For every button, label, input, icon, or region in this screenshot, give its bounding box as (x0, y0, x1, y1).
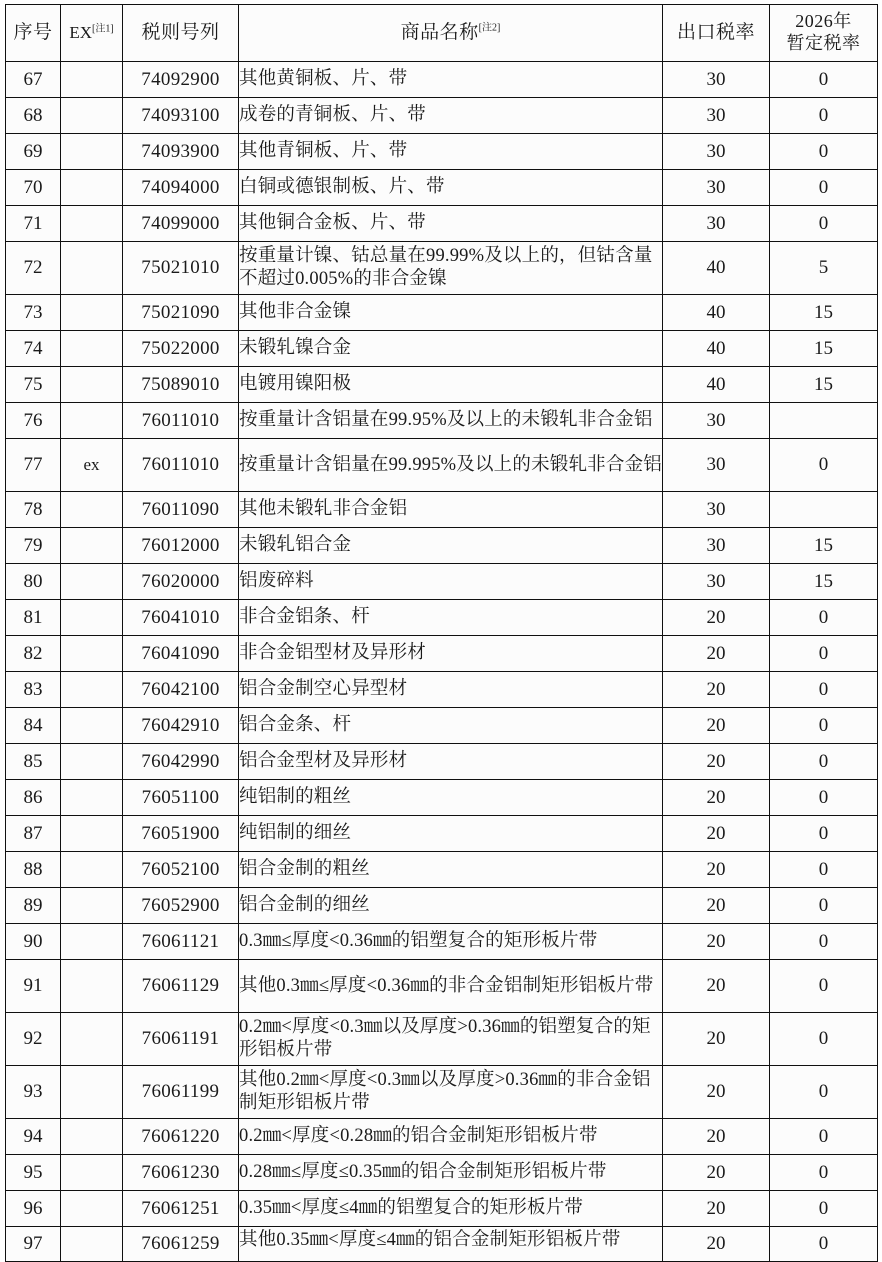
table-row (6, 816, 878, 852)
column-header-commodity-name (239, 5, 663, 62)
cell-sequence-number: 83 (6, 672, 61, 708)
column-header-commodity-name-footnote: [注2] (478, 23, 501, 35)
cell-provisional-rate: 15 (770, 528, 878, 564)
cell-ex-marker (61, 960, 123, 1013)
column-header-commodity-name-label: 商品名称 (400, 22, 479, 44)
cell-ex-marker (61, 1155, 123, 1191)
cell-ex-marker (61, 134, 123, 170)
cell-ex-marker (61, 744, 123, 780)
column-header-export-rate-label: 出口税率 (676, 22, 755, 44)
table-row (6, 1066, 878, 1119)
table-row (6, 367, 878, 403)
column-header-provisional-rate (770, 5, 878, 62)
column-header-tariff-code-label: 税则号列 (141, 22, 220, 44)
cell-export-rate: 30 (663, 439, 770, 492)
table-row (6, 780, 878, 816)
table-row (6, 134, 878, 170)
cell-ex-marker (61, 206, 123, 242)
table-row (6, 242, 878, 295)
cell-provisional-rate: 15 (770, 367, 878, 403)
column-header-provisional-rate-year: 2026年 (795, 11, 852, 32)
cell-provisional-rate: 0 (770, 816, 878, 852)
cell-tariff-code: 75021010 (123, 242, 239, 295)
cell-tariff-code: 76011010 (123, 439, 239, 492)
cell-tariff-code: 76061251 (123, 1191, 239, 1227)
cell-sequence-number: 85 (6, 744, 61, 780)
cell-provisional-rate (770, 403, 878, 439)
cell-tariff-code: 76042100 (123, 672, 239, 708)
cell-sequence-number: 76 (6, 403, 61, 439)
table-row (6, 564, 878, 600)
cell-ex-marker (61, 1013, 123, 1066)
cell-tariff-code: 76061199 (123, 1066, 239, 1119)
cell-export-rate: 40 (663, 295, 770, 331)
cell-tariff-code: 76061129 (123, 960, 239, 1013)
cell-ex-marker (61, 98, 123, 134)
cell-sequence-number: 93 (6, 1066, 61, 1119)
cell-ex-marker (61, 1227, 123, 1262)
cell-commodity-name: 0.3㎜≤厚度<0.36㎜的铝塑复合的矩形板片带 (239, 924, 663, 960)
cell-ex-marker (61, 242, 123, 295)
cell-tariff-code: 74092900 (123, 62, 239, 98)
cell-commodity-name: 电镀用镍阳极 (239, 367, 663, 403)
cell-provisional-rate: 0 (770, 960, 878, 1013)
cell-export-rate: 30 (663, 98, 770, 134)
cell-commodity-name: 未锻轧铝合金 (239, 528, 663, 564)
cell-tariff-code: 76042990 (123, 744, 239, 780)
cell-export-rate: 20 (663, 744, 770, 780)
cell-tariff-code: 75089010 (123, 367, 239, 403)
cell-provisional-rate: 0 (770, 1119, 878, 1155)
table-row (6, 1155, 878, 1191)
cell-commodity-name: 纯铝制的粗丝 (239, 780, 663, 816)
cell-commodity-name: 铝废碎料 (239, 564, 663, 600)
cell-tariff-code: 76061121 (123, 924, 239, 960)
cell-provisional-rate: 15 (770, 564, 878, 600)
cell-export-rate: 30 (663, 492, 770, 528)
cell-commodity-name: 白铜或德银制板、片、带 (239, 170, 663, 206)
cell-sequence-number: 75 (6, 367, 61, 403)
table-row (6, 600, 878, 636)
cell-export-rate: 20 (663, 1155, 770, 1191)
cell-sequence-number: 72 (6, 242, 61, 295)
cell-export-rate: 20 (663, 924, 770, 960)
cell-export-rate: 30 (663, 403, 770, 439)
cell-sequence-number: 89 (6, 888, 61, 924)
cell-ex-marker (61, 492, 123, 528)
cell-ex-marker (61, 888, 123, 924)
cell-sequence-number: 90 (6, 924, 61, 960)
cell-provisional-rate: 0 (770, 62, 878, 98)
cell-sequence-number: 74 (6, 331, 61, 367)
cell-tariff-code: 74094000 (123, 170, 239, 206)
cell-ex-marker (61, 636, 123, 672)
cell-export-rate: 20 (663, 708, 770, 744)
column-header-ex (61, 5, 123, 62)
cell-provisional-rate: 0 (770, 888, 878, 924)
cell-sequence-number: 97 (6, 1227, 61, 1262)
cell-commodity-name: 其他0.2㎜<厚度<0.3㎜以及厚度>0.36㎜的非合金铝制矩形铝板片带 (239, 1066, 663, 1119)
table-row (6, 672, 878, 708)
cell-sequence-number: 80 (6, 564, 61, 600)
cell-tariff-code: 76051100 (123, 780, 239, 816)
cell-tariff-code: 76061191 (123, 1013, 239, 1066)
table-row (6, 295, 878, 331)
cell-tariff-code: 74099000 (123, 206, 239, 242)
cell-provisional-rate: 5 (770, 242, 878, 295)
cell-sequence-number: 95 (6, 1155, 61, 1191)
table-row (6, 1013, 878, 1066)
cell-sequence-number: 86 (6, 780, 61, 816)
table-row (6, 439, 878, 492)
cell-sequence-number: 84 (6, 708, 61, 744)
cell-tariff-code: 76061259 (123, 1227, 239, 1262)
cell-export-rate: 20 (663, 780, 770, 816)
cell-sequence-number: 96 (6, 1191, 61, 1227)
cell-sequence-number: 81 (6, 600, 61, 636)
cell-commodity-name: 铝合金条、杆 (239, 708, 663, 744)
cell-sequence-number: 79 (6, 528, 61, 564)
cell-export-rate: 30 (663, 62, 770, 98)
cell-export-rate: 20 (663, 888, 770, 924)
cell-commodity-name: 0.2㎜<厚度<0.3㎜以及厚度>0.36㎜的铝塑复合的矩形铝板片带 (239, 1013, 663, 1066)
table-row (6, 492, 878, 528)
table-row (6, 528, 878, 564)
cell-commodity-name: 非合金铝型材及异形材 (239, 636, 663, 672)
cell-tariff-code: 76052900 (123, 888, 239, 924)
cell-export-rate: 20 (663, 816, 770, 852)
cell-commodity-name: 0.28㎜≤厚度≤0.35㎜的铝合金制矩形铝板片带 (239, 1155, 663, 1191)
cell-provisional-rate: 0 (770, 924, 878, 960)
cell-tariff-code: 76012000 (123, 528, 239, 564)
table-row (6, 960, 878, 1013)
cell-provisional-rate: 0 (770, 1066, 878, 1119)
cell-commodity-name: 其他黄铜板、片、带 (239, 62, 663, 98)
table-row (6, 62, 878, 98)
cell-provisional-rate: 0 (770, 170, 878, 206)
cell-export-rate: 30 (663, 206, 770, 242)
cell-commodity-name: 按重量计含铝量在99.995%及以上的未锻轧非合金铝 (239, 439, 663, 492)
cell-sequence-number: 78 (6, 492, 61, 528)
cell-sequence-number: 88 (6, 852, 61, 888)
cell-sequence-number: 68 (6, 98, 61, 134)
cell-commodity-name: 未锻轧镍合金 (239, 331, 663, 367)
cell-provisional-rate: 0 (770, 1155, 878, 1191)
cell-provisional-rate (770, 492, 878, 528)
cell-ex-marker (61, 62, 123, 98)
cell-tariff-code: 76042910 (123, 708, 239, 744)
table-row (6, 1119, 878, 1155)
cell-provisional-rate: 0 (770, 600, 878, 636)
cell-ex-marker (61, 1119, 123, 1155)
cell-sequence-number: 91 (6, 960, 61, 1013)
cell-export-rate: 30 (663, 170, 770, 206)
cell-commodity-name: 铝合金型材及异形材 (239, 744, 663, 780)
cell-provisional-rate: 0 (770, 636, 878, 672)
cell-export-rate: 30 (663, 528, 770, 564)
cell-tariff-code: 74093900 (123, 134, 239, 170)
cell-tariff-code: 74093100 (123, 98, 239, 134)
cell-tariff-code: 76061230 (123, 1155, 239, 1191)
column-header-sequence (6, 5, 61, 62)
table-header (6, 5, 878, 62)
cell-commodity-name: 按重量计含铝量在99.95%及以上的未锻轧非合金铝 (239, 403, 663, 439)
cell-export-rate: 20 (663, 960, 770, 1013)
cell-ex-marker (61, 1066, 123, 1119)
table-row (6, 708, 878, 744)
cell-sequence-number: 82 (6, 636, 61, 672)
cell-commodity-name: 0.35㎜<厚度≤4㎜的铝塑复合的矩形板片带 (239, 1191, 663, 1227)
cell-commodity-name: 按重量计镍、钴总量在99.99%及以上的，但钴含量不超过0.005%的非合金镍 (239, 242, 663, 295)
table-row (6, 1191, 878, 1227)
table-row (6, 206, 878, 242)
cell-commodity-name: 其他0.3㎜≤厚度<0.36㎜的非合金铝制矩形铝板片带 (239, 960, 663, 1013)
cell-provisional-rate: 0 (770, 780, 878, 816)
cell-tariff-code: 76020000 (123, 564, 239, 600)
cell-ex-marker (61, 367, 123, 403)
cell-ex-marker (61, 816, 123, 852)
export-tariff-table (5, 4, 878, 1262)
cell-tariff-code: 76051900 (123, 816, 239, 852)
column-header-ex-footnote: [注1] (92, 22, 114, 34)
cell-provisional-rate: 0 (770, 672, 878, 708)
cell-tariff-code: 76061220 (123, 1119, 239, 1155)
cell-tariff-code: 76011010 (123, 403, 239, 439)
table-row (6, 888, 878, 924)
cell-export-rate: 20 (663, 1227, 770, 1262)
cell-sequence-number: 94 (6, 1119, 61, 1155)
cell-provisional-rate: 0 (770, 1227, 878, 1262)
column-header-tariff-code (123, 5, 239, 62)
table-body (6, 62, 878, 1262)
cell-ex-marker (61, 780, 123, 816)
cell-sequence-number: 67 (6, 62, 61, 98)
cell-tariff-code: 75022000 (123, 331, 239, 367)
cell-tariff-code: 75021090 (123, 295, 239, 331)
cell-ex-marker (61, 1191, 123, 1227)
table-row (6, 403, 878, 439)
cell-ex-marker (61, 852, 123, 888)
cell-sequence-number: 92 (6, 1013, 61, 1066)
cell-ex-marker (61, 331, 123, 367)
column-header-export-rate (663, 5, 770, 62)
cell-commodity-name: 0.2㎜<厚度<0.28㎜的铝合金制矩形铝板片带 (239, 1119, 663, 1155)
table-row (6, 1227, 878, 1262)
cell-commodity-name: 铝合金制空心异型材 (239, 672, 663, 708)
table-row (6, 331, 878, 367)
cell-export-rate: 20 (663, 1119, 770, 1155)
cell-provisional-rate: 0 (770, 744, 878, 780)
cell-export-rate: 40 (663, 367, 770, 403)
cell-ex-marker (61, 564, 123, 600)
cell-sequence-number: 73 (6, 295, 61, 331)
cell-tariff-code: 76011090 (123, 492, 239, 528)
table-row (6, 170, 878, 206)
cell-provisional-rate: 0 (770, 852, 878, 888)
cell-provisional-rate: 0 (770, 98, 878, 134)
cell-sequence-number: 87 (6, 816, 61, 852)
cell-provisional-rate: 0 (770, 1013, 878, 1066)
cell-ex-marker (61, 170, 123, 206)
cell-provisional-rate: 0 (770, 1191, 878, 1227)
cell-commodity-name: 其他青铜板、片、带 (239, 134, 663, 170)
cell-sequence-number: 69 (6, 134, 61, 170)
cell-ex-marker: ex (61, 439, 123, 492)
cell-ex-marker (61, 672, 123, 708)
cell-export-rate: 20 (663, 1013, 770, 1066)
cell-export-rate: 20 (663, 636, 770, 672)
cell-tariff-code: 76041010 (123, 600, 239, 636)
column-header-sequence-label: 序号 (13, 22, 53, 44)
cell-export-rate: 20 (663, 852, 770, 888)
cell-commodity-name: 非合金铝条、杆 (239, 600, 663, 636)
cell-ex-marker (61, 528, 123, 564)
cell-commodity-name: 成卷的青铜板、片、带 (239, 98, 663, 134)
cell-commodity-name: 其他0.35㎜<厚度≤4㎜的铝合金制矩形铝板片带 (239, 1227, 663, 1262)
cell-commodity-name: 铝合金制的粗丝 (239, 852, 663, 888)
cell-provisional-rate: 15 (770, 331, 878, 367)
table-row (6, 98, 878, 134)
cell-ex-marker (61, 403, 123, 439)
cell-export-rate: 20 (663, 600, 770, 636)
cell-export-rate: 20 (663, 672, 770, 708)
cell-commodity-name: 其他铜合金板、片、带 (239, 206, 663, 242)
cell-commodity-name: 其他未锻轧非合金铝 (239, 492, 663, 528)
cell-sequence-number: 70 (6, 170, 61, 206)
cell-ex-marker (61, 600, 123, 636)
cell-commodity-name: 铝合金制的细丝 (239, 888, 663, 924)
cell-export-rate: 40 (663, 242, 770, 295)
table-row (6, 636, 878, 672)
cell-ex-marker (61, 295, 123, 331)
cell-export-rate: 40 (663, 331, 770, 367)
cell-tariff-code: 76052100 (123, 852, 239, 888)
cell-tariff-code: 76041090 (123, 636, 239, 672)
table-row (6, 744, 878, 780)
table-row (6, 924, 878, 960)
cell-provisional-rate: 15 (770, 295, 878, 331)
column-header-provisional-rate-label: 暂定税率 (786, 33, 861, 53)
cell-sequence-number: 77 (6, 439, 61, 492)
cell-provisional-rate: 0 (770, 439, 878, 492)
table-row (6, 852, 878, 888)
cell-ex-marker (61, 924, 123, 960)
cell-ex-marker (61, 708, 123, 744)
cell-export-rate: 30 (663, 564, 770, 600)
cell-export-rate: 20 (663, 1191, 770, 1227)
cell-export-rate: 30 (663, 134, 770, 170)
cell-sequence-number: 71 (6, 206, 61, 242)
cell-provisional-rate: 0 (770, 708, 878, 744)
cell-provisional-rate: 0 (770, 206, 878, 242)
cell-commodity-name: 纯铝制的细丝 (239, 816, 663, 852)
cell-provisional-rate: 0 (770, 134, 878, 170)
column-header-ex-label: EX (69, 22, 92, 42)
header-row (6, 5, 878, 62)
cell-commodity-name: 其他非合金镍 (239, 295, 663, 331)
cell-export-rate: 20 (663, 1066, 770, 1119)
